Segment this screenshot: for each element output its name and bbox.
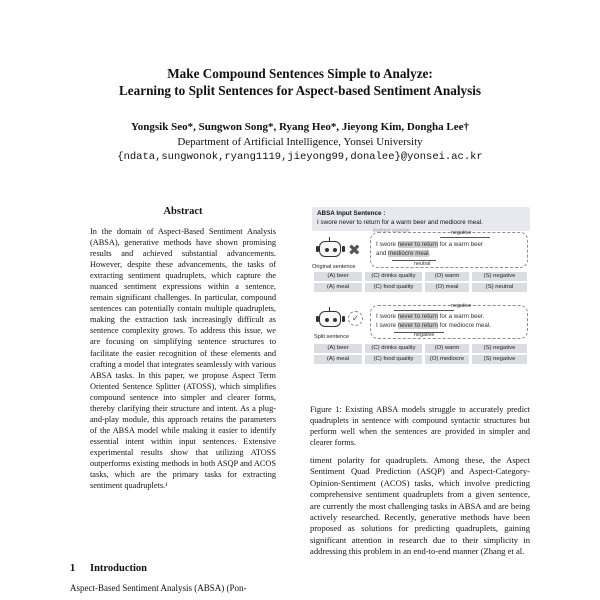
grid-cell: (S) negative <box>472 355 527 364</box>
quadruplet-grid-original <box>314 272 526 292</box>
section-number: 1 <box>70 563 76 574</box>
introduction-first-line: Aspect-Based Sentiment Analysis (ABSA) (Pon- <box>70 583 247 593</box>
robot-icon <box>316 237 346 263</box>
quadruplet-grid-split <box>314 344 526 364</box>
author-list: Yongsik Seo*, Sungwon Song*, Ryang Heo*, Jieyong Kim, Dongha Lee† <box>131 121 469 133</box>
grid-cell: (A) meal <box>314 283 362 292</box>
author-emails: {ndata,sungwonok,ryang1119,jieyong99,donalee}@yonsei.ac.kr <box>117 151 483 163</box>
abstract-text: In the domain of Aspect-Based Sentiment Analysis (ABSA), generative methods have shown promising results and achieved substantial advancements. However, despite these advancements, the tasks of extracting sentiment quadruplets, which capture the nuanced sentiment expressions within a sentence, remain significant challenges. In particular, compound sentences can potentially contain multiple quadruplets, making the extraction task increasingly difficult as sentence complexity grows. To address this issue, we are focusing on simplifying sentence structures to facilitate the easier recognition of these elements and crafting a model that integrates seamlessly with various ABSA tasks. In this paper, we propose Aspect Term Oriented Sentence Splitter (ATOSS), which simplifies compound sentence into simpler and clearer forms, thereby clarifying their structure and intent. As a plug-and-play module, this approach retains the parameters of the ABSA model while making it easier to identify essential intent within input sentences. Extensive experimental results show that utilizing ATOSS outperforms existing methods in both ASQP and ACOS tasks, which are the primary tasks for extracting sentiment quadruplets.¹ <box>90 227 276 491</box>
grid-cell: (O) warm <box>425 272 469 281</box>
grid-cell: (A) meal <box>314 355 362 364</box>
bubble1-line-2: and mediocre meal. <box>376 250 431 257</box>
tag-negative: negative <box>451 230 472 236</box>
bubble2-line-2: I swore never to return for mediocre meal. <box>376 322 491 329</box>
correct-check-icon: ✓ <box>348 311 363 326</box>
tag-neutral: neutral <box>414 261 431 267</box>
tag-negative: negative <box>414 332 435 338</box>
robot-label-original: Original sentence <box>312 264 356 270</box>
grid-cell: (C) drinks quality <box>365 344 422 353</box>
paper-title-line-2: Learning to Split Sentences for Aspect-based Sentiment Analysis <box>118 83 482 98</box>
absa-input-box <box>312 207 530 231</box>
bubble1-line-1: I swore never to return for a warm beer <box>376 241 483 248</box>
tag-negative: negative <box>451 303 472 309</box>
tag-indirect-opinion: Indirect opinion <box>373 228 410 234</box>
input-sentence: I swore never to return for a warm beer and mediocre meal. <box>317 219 483 226</box>
grid-cell: (O) warm <box>425 344 469 353</box>
grid-cell: (S) neutral <box>472 283 527 292</box>
paper-title-line-1: Make Compound Sentences Simple to Analyze: <box>167 66 433 81</box>
right-column-text: timent polarity for quadruplets. Among these, the Aspect Sentiment Quad Prediction (ASQP) and Aspect-Category-Opinion-Sentiment (ACOS) tasks, which involve predicting comprehensive sentiment quadruplets from a given sentence, are currently the most challenging tasks in ABSA and are being actively researched. Recently, generative methods have been proposed as solutions for predicting quadruplets, gaining significant attention in research due to their simplicity in addressing this problem in an end-to-end manner (Zhang et al. <box>310 455 530 557</box>
grid-cell: (S) negative <box>472 344 527 353</box>
figure-1 <box>308 204 534 394</box>
grid-cell: (C) food quality <box>365 283 422 292</box>
grid-cell: (A) beer <box>314 344 362 353</box>
affiliation: Department of Artificial Intelligence, Yonsei University <box>177 136 423 148</box>
figure-caption: Figure 1: Existing ABSA models struggle to accurately predict quadruplets in sentence with compound syntactic structures but perform well when the sentences are provided in simpler and clearer forms. <box>310 405 530 447</box>
bubble2-line-1: I swore never to return for a warm beer. <box>376 313 485 320</box>
grid-cell: (A) beer <box>314 272 362 281</box>
robot-label-split: Split sentence <box>314 334 350 340</box>
grid-cell: (C) drinks quality <box>365 272 422 281</box>
grid-cell: (C) food quality <box>365 355 422 364</box>
input-label: ABSA Input Sentence : <box>317 210 386 217</box>
incorrect-x-icon: ✖ <box>348 242 361 259</box>
grid-cell: (S) negative <box>472 272 527 281</box>
section-heading-introduction <box>70 563 147 574</box>
robot-icon <box>316 307 346 333</box>
grid-cell: (O) meal <box>425 283 469 292</box>
abstract-body <box>90 226 276 491</box>
section-title: Introduction <box>90 563 147 574</box>
abstract-heading: Abstract <box>163 206 203 217</box>
grid-cell: (O) mediocre <box>425 355 469 364</box>
